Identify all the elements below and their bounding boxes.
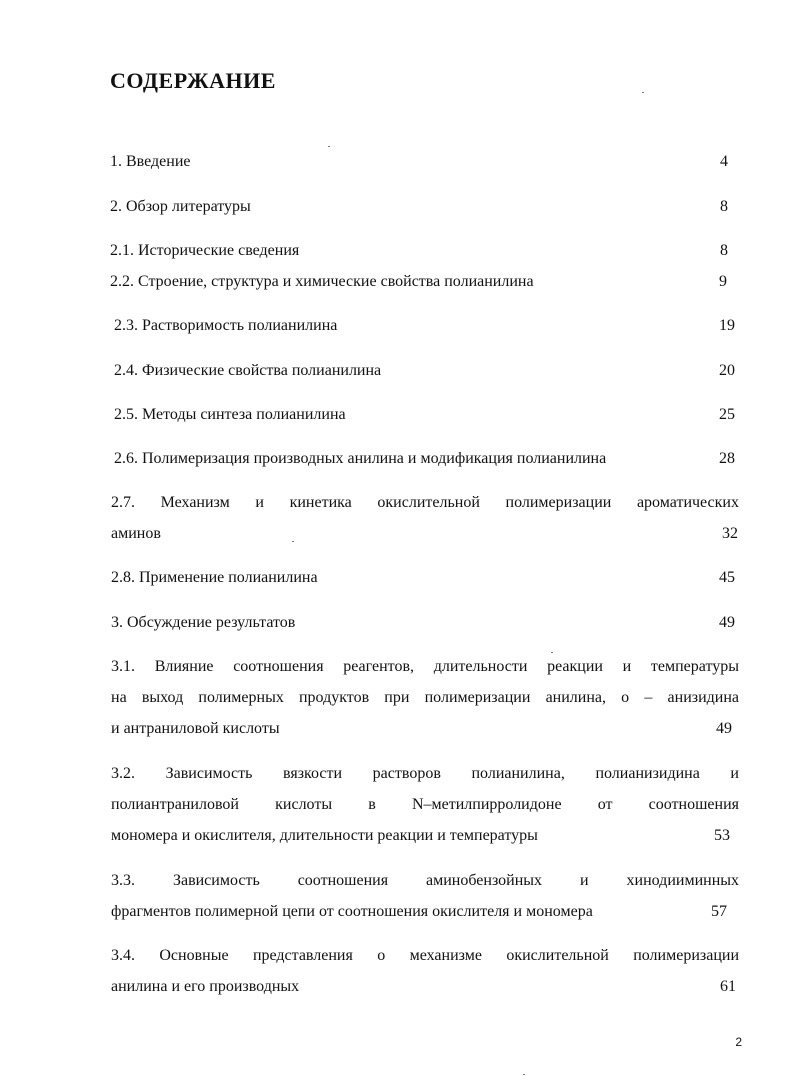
toc-entry-3-3-page: 57 bbox=[711, 903, 727, 920]
toc-entry-2-3-title: 2.3. Растворимость полианилина bbox=[114, 317, 338, 334]
toc-entry-2-6-title: 2.6. Полимеризация производных анилина и модификация полианилина bbox=[114, 450, 607, 467]
toc-entry-2-7-page: 32 bbox=[722, 525, 738, 542]
toc-entry-3-1-title-line-3: и антраниловой кислоты bbox=[111, 720, 280, 737]
toc-entry-2-1-title: 2.1. Исторические сведения bbox=[110, 242, 300, 259]
toc-entry-2-4-page: 20 bbox=[719, 362, 735, 379]
toc-entry-3-1-title-line-2: на выход полимерных продуктов при полимеризации анилина, о – анизидина bbox=[111, 689, 739, 706]
toc-entry-2-1-page: 8 bbox=[720, 242, 728, 259]
toc-entry-2-6-page: 28 bbox=[719, 450, 735, 467]
toc-entry-3-title: 3. Обсуждение результатов bbox=[111, 614, 296, 631]
toc-entry-3-3-title-line-2: фрагментов полимерной цепи от соотношения окислителя и мономера bbox=[111, 903, 593, 920]
scan-speck bbox=[328, 146, 330, 147]
scan-speck bbox=[642, 92, 644, 93]
toc-entry-2-4-title: 2.4. Физические свойства полианилина bbox=[114, 362, 382, 379]
scan-speck bbox=[523, 1074, 525, 1075]
toc-entry-2-7-title-line-2: аминов bbox=[111, 525, 161, 542]
toc-entry-1-title: 1. Введение bbox=[110, 153, 191, 170]
toc-entry-3-1-title-line-1: 3.1. Влияние соотношения реагентов, длительности реакции и температуры bbox=[111, 658, 739, 675]
toc-entry-2-5-title: 2.5. Методы синтеза полианилина bbox=[114, 406, 346, 423]
toc-entry-2-7-title-line-1: 2.7. Механизм и кинетика окислительной полимеризации ароматических bbox=[111, 494, 739, 511]
toc-entry-3-4-title-line-2: анилина и его производных bbox=[111, 978, 300, 995]
toc-entry-2-2-page: 9 bbox=[719, 273, 727, 290]
toc-entry-3-4-title-line-1: 3.4. Основные представления о механизме окислительной полимеризации bbox=[111, 947, 739, 964]
toc-entry-3-2-title-line-3: мономера и окислителя, длительности реакции и температуры bbox=[111, 827, 538, 844]
toc-entry-3-2-title-line-2: полиантраниловой кислоты в N–метилпирролидоне от соотношения bbox=[111, 796, 739, 813]
toc-entry-2-5-page: 25 bbox=[719, 406, 735, 423]
page-title: СОДЕРЖАНИЕ bbox=[110, 68, 276, 93]
toc-entry-3-2-title-line-1: 3.2. Зависимость вязкости растворов полианилина, полианизидина и bbox=[111, 765, 739, 782]
toc-entry-2-page: 8 bbox=[720, 198, 728, 215]
toc-entry-2-3-page: 19 bbox=[719, 317, 735, 334]
toc-entry-2-8-title: 2.8. Применение полианилина bbox=[111, 569, 318, 586]
toc-entry-2-2-title: 2.2. Строение, структура и химические свойства полианилина bbox=[110, 273, 534, 290]
toc-entry-3-2-page: 53 bbox=[714, 827, 730, 844]
toc-entry-3-page: 49 bbox=[719, 614, 735, 631]
toc-entry-1-page: 4 bbox=[720, 153, 728, 170]
toc-entry-2-title: 2. Обзор литературы bbox=[110, 198, 251, 215]
scan-speck bbox=[551, 652, 553, 653]
toc-entry-2-8-page: 45 bbox=[719, 569, 735, 586]
toc-entry-3-4-page: 61 bbox=[720, 978, 736, 995]
page-number: 2 bbox=[735, 1035, 742, 1049]
toc-entry-3-1-page: 49 bbox=[716, 720, 732, 737]
scan-speck bbox=[292, 541, 294, 542]
toc-entry-3-3-title-line-1: 3.3. Зависимость соотношения аминобензойных и хинодииминных bbox=[111, 872, 739, 889]
